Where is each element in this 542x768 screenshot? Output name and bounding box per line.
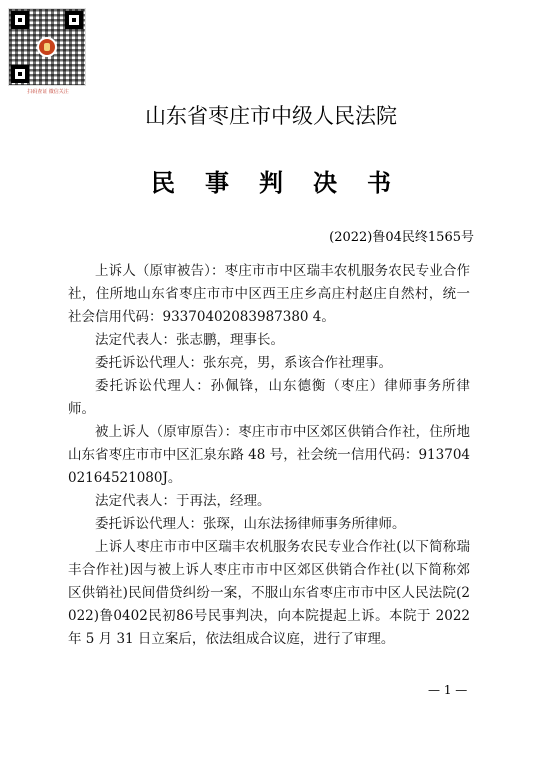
- page-number: — 1 —: [428, 683, 468, 697]
- paragraph-appellant-legal-rep: 法定代表人：张志鹏，理事长。: [95, 332, 284, 348]
- qr-code: [8, 8, 86, 86]
- court-name: 山东省枣庄市中级人民法院: [145, 104, 397, 128]
- paragraph-appellee-agent: 委托诉讼代理人：张琛，山东法扬律师事务所律师。: [95, 516, 406, 532]
- paragraph-case-summary: 上诉人枣庄市市中区瑞丰农机服务农民专业合作社(以下简称瑞丰合作社)因与被上诉人枣庄市市中区郊区供销合作社(以下简称郊区供销社)民间借贷纠纷一案，不服山东省枣庄市市中区人民法院(2022)鲁0402民初86号民事判决，向本院提起上诉。本院于 2022 年 5 月 31 日立案后，依法组成合议庭，进行了审理。: [68, 539, 470, 647]
- court-emblem-icon: [37, 37, 57, 57]
- document-title: 民事判决书: [151, 168, 421, 197]
- paragraph-appellant-agent-1: 委托诉讼代理人：张东亮，男，系该合作社理事。: [95, 355, 392, 371]
- case-number: (2022)鲁04民终1565号: [329, 230, 474, 245]
- qr-code-block: [8, 8, 88, 95]
- qr-caption: 扫码查证 微信关注: [27, 89, 69, 95]
- qr-finder-bottom-left: [11, 65, 29, 83]
- qr-finder-top-right: [65, 11, 83, 29]
- paragraph-appellee-legal-rep: 法定代表人：于再法，经理。: [95, 493, 271, 509]
- paragraph-appellant-agent-2: 委托诉讼代理人：孙佩锋，山东德衡（枣庄）律师事务所律师。: [68, 378, 470, 417]
- paragraph-appellee: 被上诉人（原审原告）：枣庄市市中区郊区供销合作社，住所地山东省枣庄市市中区汇泉东路 48 号，社会统一信用代码：91370402164521080J。: [68, 424, 470, 486]
- qr-finder-top-left: [11, 11, 29, 29]
- paragraph-appellant: 上诉人（原审被告）：枣庄市市中区瑞丰农机服务农民专业合作社，住所地山东省枣庄市市中区西王庄乡高庄村赵庄自然村，统一社会信用代码：93370402083987380 4。: [68, 263, 470, 325]
- judgment-body: [68, 260, 470, 651]
